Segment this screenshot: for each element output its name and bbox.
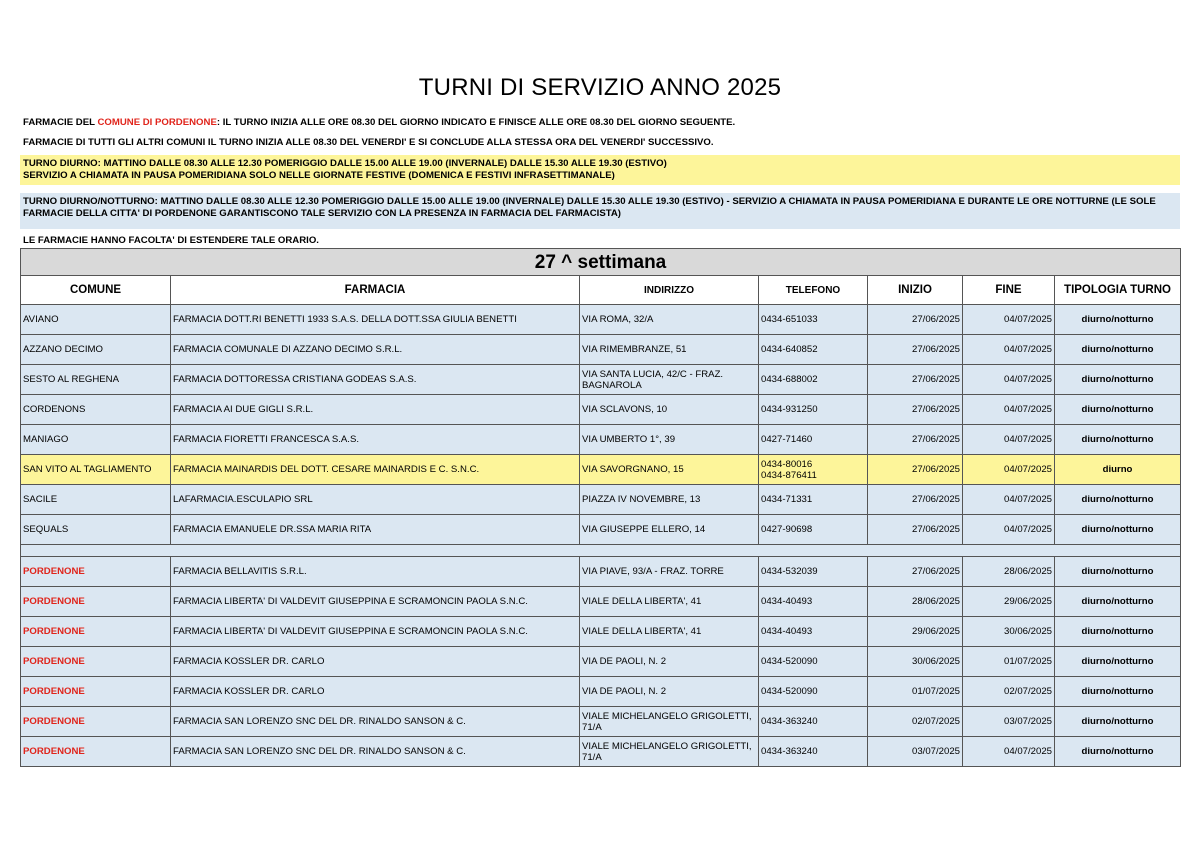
telefono-primary: 0434-640852 — [761, 344, 818, 355]
cell-tipologia: diurno/notturno — [1055, 557, 1181, 587]
table-row — [21, 515, 1181, 545]
cell-fine: 04/07/2025 — [963, 365, 1055, 395]
telefono-primary: 0434-40493 — [761, 596, 813, 607]
cell-inizio: 03/07/2025 — [868, 737, 963, 767]
cell-fine: 30/06/2025 — [963, 617, 1055, 647]
cell-telefono — [759, 425, 868, 455]
table-row — [21, 395, 1181, 425]
cell-telefono — [759, 737, 868, 767]
cell-fine: 04/07/2025 — [963, 485, 1055, 515]
cell-farmacia: FARMACIA AI DUE GIGLI S.R.L. — [171, 395, 580, 425]
note-pordenone-suffix: : IL TURNO INIZIA ALLE ORE 08.30 DEL GIORNO INDICATO E FINISCE ALLE ORE 08.30 DEL GIORNO SEGUENTE. — [216, 117, 736, 128]
cell-indirizzo: VIA DE PAOLI, N. 2 — [580, 647, 759, 677]
cell-comune: PORDENONE — [21, 617, 171, 647]
cell-inizio: 27/06/2025 — [868, 305, 963, 335]
telefono-primary: 0434-363240 — [761, 746, 818, 757]
cell-farmacia: FARMACIA KOSSLER DR. CARLO — [171, 647, 580, 677]
cell-telefono — [759, 365, 868, 395]
cell-telefono — [759, 485, 868, 515]
cell-farmacia: FARMACIA EMANUELE DR.SSA MARIA RITA — [171, 515, 580, 545]
cell-tipologia: diurno/notturno — [1055, 485, 1181, 515]
cell-farmacia: FARMACIA SAN LORENZO SNC DEL DR. RINALDO SANSON & C. — [171, 707, 580, 737]
cell-indirizzo: VIALE DELLA LIBERTA', 41 — [580, 617, 759, 647]
cell-telefono — [759, 335, 868, 365]
cell-telefono — [759, 515, 868, 545]
cell-fine: 04/07/2025 — [963, 455, 1055, 485]
cell-indirizzo: VIALE MICHELANGELO GRIGOLETTI, 71/A — [580, 707, 759, 737]
page-title: TURNI DI SERVIZIO ANNO 2025 — [418, 74, 782, 101]
cell-farmacia: FARMACIA FIORETTI FRANCESCA S.A.S. — [171, 425, 580, 455]
cell-tipologia: diurno/notturno — [1055, 587, 1181, 617]
separator-cell — [21, 545, 1181, 557]
telefono-primary: 0434-651033 — [761, 314, 818, 325]
header-row — [21, 276, 1181, 305]
cell-fine: 01/07/2025 — [963, 647, 1055, 677]
cell-indirizzo: VIALE DELLA LIBERTA', 41 — [580, 587, 759, 617]
cell-indirizzo: VIA SANTA LUCIA, 42/C - FRAZ. BAGNAROLA — [580, 365, 759, 395]
cell-telefono — [759, 395, 868, 425]
cell-fine: 29/06/2025 — [963, 587, 1055, 617]
turni-table — [20, 248, 1181, 767]
telefono-primary: 0434-520090 — [761, 686, 818, 697]
week-row — [21, 249, 1181, 276]
note-pordenone-highlight: COMUNE DI PORDENONE — [97, 117, 217, 128]
cell-tipologia: diurno/notturno — [1055, 365, 1181, 395]
cell-indirizzo: VIA PIAVE, 93/A - FRAZ. TORRE — [580, 557, 759, 587]
telefono-primary: 0434-520090 — [761, 656, 818, 667]
telefono-primary: 0434-532039 — [761, 566, 818, 577]
table-row — [21, 305, 1181, 335]
table-row — [21, 425, 1181, 455]
table-row — [21, 617, 1181, 647]
cell-farmacia: FARMACIA BELLAVITIS S.R.L. — [171, 557, 580, 587]
table-row — [21, 335, 1181, 365]
note-pordenone — [20, 117, 1180, 129]
cell-farmacia: FARMACIA COMUNALE DI AZZANO DECIMO S.R.L. — [171, 335, 580, 365]
cell-indirizzo: PIAZZA IV NOVEMBRE, 13 — [580, 485, 759, 515]
note-pordenone-prefix: FARMACIE DEL — [23, 117, 98, 128]
cell-telefono — [759, 557, 868, 587]
cell-inizio: 27/06/2025 — [868, 455, 963, 485]
table-row — [21, 737, 1181, 767]
cell-comune: PORDENONE — [21, 677, 171, 707]
cell-inizio: 27/06/2025 — [868, 515, 963, 545]
cell-indirizzo: VIA GIUSEPPE ELLERO, 14 — [580, 515, 759, 545]
cell-comune: SESTO AL REGHENA — [21, 365, 171, 395]
cell-indirizzo: VIA DE PAOLI, N. 2 — [580, 677, 759, 707]
cell-comune: AZZANO DECIMO — [21, 335, 171, 365]
cell-inizio: 01/07/2025 — [868, 677, 963, 707]
cell-tipologia: diurno/notturno — [1055, 617, 1181, 647]
cell-farmacia: FARMACIA LIBERTA' DI VALDEVIT GIUSEPPINA E SCRAMONCIN PAOLA S.N.C. — [171, 617, 580, 647]
header-indirizzo: INDIRIZZO — [580, 276, 759, 305]
cell-telefono — [759, 455, 868, 485]
telefono-primary: 0434-688002 — [761, 374, 818, 385]
header-comune: COMUNE — [21, 276, 171, 305]
cell-telefono — [759, 587, 868, 617]
cell-fine: 04/07/2025 — [963, 737, 1055, 767]
note-orario: LE FARMACIE HANNO FACOLTA' DI ESTENDERE TALE ORARIO. — [23, 235, 319, 246]
telefono-primary: 0434-40493 — [761, 626, 813, 637]
cell-tipologia: diurno/notturno — [1055, 737, 1181, 767]
cell-inizio: 30/06/2025 — [868, 647, 963, 677]
cell-tipologia: diurno/notturno — [1055, 515, 1181, 545]
cell-inizio: 27/06/2025 — [868, 557, 963, 587]
cell-comune: PORDENONE — [21, 737, 171, 767]
table-row — [21, 677, 1181, 707]
cell-tipologia: diurno — [1055, 455, 1181, 485]
note-turno-notturno: TURNO DIURNO/NOTTURNO: MATTINO DALLE 08.30 ALLE 12.30 POMERIGGIO DALLE 15.00 ALLE 19.00 (INVERNALE) DALLE 15.30 ALLE 19.30 (ESTIVO) - SERVIZIO A CHIAMATA IN PAUSA POMERIDIANA E DURANTE LE ORE NOTTURNE (LE SOLE FARMACIE DELLA CITTA' DI PORDENONE GARANTISCONO TALE SERVIZIO CON LA PRESENZA IN FARMACIA DEL FARMACISTA) — [20, 193, 1180, 229]
cell-comune: PORDENONE — [21, 557, 171, 587]
table-row — [21, 485, 1181, 515]
telefono-secondary: 0434-876411 — [761, 469, 817, 481]
table-row — [21, 455, 1181, 485]
table-row — [21, 557, 1181, 587]
cell-inizio: 28/06/2025 — [868, 587, 963, 617]
telefono-primary: 0434-80016 — [761, 458, 813, 470]
cell-fine: 04/07/2025 — [963, 515, 1055, 545]
cell-fine: 02/07/2025 — [963, 677, 1055, 707]
cell-indirizzo: VIALE MICHELANGELO GRIGOLETTI, 71/A — [580, 737, 759, 767]
note-altri-comuni: FARMACIE DI TUTTI GLI ALTRI COMUNI IL TURNO INIZIA ALLE 08.30 DEL VENERDI' E SI CONCLUDE ALLA STESSA ORA DEL VENERDI' SUCCESSIVO. — [23, 137, 714, 148]
cell-comune: SACILE — [21, 485, 171, 515]
note-turno-diurno-orari: TURNO DIURNO: MATTINO DALLE 08.30 ALLE 12.30 POMERIGGIO DALLE 15.00 ALLE 19.00 (INVERNALE) DALLE 15.30 ALLE 19.30 (ESTIVO) — [23, 158, 667, 169]
cell-comune: PORDENONE — [21, 647, 171, 677]
cell-fine: 28/06/2025 — [963, 557, 1055, 587]
cell-inizio: 27/06/2025 — [868, 485, 963, 515]
cell-comune: CORDENONS — [21, 395, 171, 425]
cell-telefono — [759, 305, 868, 335]
cell-farmacia: FARMACIA SAN LORENZO SNC DEL DR. RINALDO SANSON & C. — [171, 737, 580, 767]
note-turno-diurno — [20, 155, 1180, 185]
cell-fine: 04/07/2025 — [963, 395, 1055, 425]
header-tipologia: TIPOLOGIA TURNO — [1055, 276, 1181, 305]
cell-tipologia: diurno/notturno — [1055, 335, 1181, 365]
cell-farmacia: FARMACIA MAINARDIS DEL DOTT. CESARE MAINARDIS E C. S.N.C. — [171, 455, 580, 485]
cell-telefono — [759, 707, 868, 737]
cell-inizio: 27/06/2025 — [868, 335, 963, 365]
cell-fine: 04/07/2025 — [963, 335, 1055, 365]
cell-indirizzo: VIA UMBERTO 1°, 39 — [580, 425, 759, 455]
cell-farmacia: FARMACIA KOSSLER DR. CARLO — [171, 677, 580, 707]
cell-farmacia: FARMACIA DOTTORESSA CRISTIANA GODEAS S.A.S. — [171, 365, 580, 395]
cell-farmacia: FARMACIA LIBERTA' DI VALDEVIT GIUSEPPINA E SCRAMONCIN PAOLA S.N.C. — [171, 587, 580, 617]
cell-tipologia: diurno/notturno — [1055, 425, 1181, 455]
cell-tipologia: diurno/notturno — [1055, 707, 1181, 737]
cell-tipologia: diurno/notturno — [1055, 677, 1181, 707]
header-telefono: TELEFONO — [759, 276, 868, 305]
cell-comune: AVIANO — [21, 305, 171, 335]
cell-farmacia: FARMACIA DOTT.RI BENETTI 1933 S.A.S. DELLA DOTT.SSA GIULIA BENETTI — [171, 305, 580, 335]
cell-comune: MANIAGO — [21, 425, 171, 455]
cell-telefono — [759, 617, 868, 647]
cell-indirizzo: VIA ROMA, 32/A — [580, 305, 759, 335]
cell-comune: PORDENONE — [21, 707, 171, 737]
cell-farmacia: LAFARMACIA.ESCULAPIO SRL — [171, 485, 580, 515]
cell-comune: SAN VITO AL TAGLIAMENTO — [21, 455, 171, 485]
cell-telefono — [759, 647, 868, 677]
cell-tipologia: diurno/notturno — [1055, 395, 1181, 425]
header-farmacia: FARMACIA — [171, 276, 580, 305]
cell-indirizzo: VIA SAVORGNANO, 15 — [580, 455, 759, 485]
telefono-primary: 0434-931250 — [761, 404, 818, 415]
header-fine: FINE — [963, 276, 1055, 305]
telefono-primary: 0434-71331 — [761, 494, 813, 505]
cell-indirizzo: VIA RIMEMBRANZE, 51 — [580, 335, 759, 365]
cell-fine: 03/07/2025 — [963, 707, 1055, 737]
separator-row — [21, 545, 1181, 557]
note-turno-diurno-chiamata: SERVIZIO A CHIAMATA IN PAUSA POMERIDIANA SOLO NELLE GIORNATE FESTIVE (DOMENICA E FESTIVI INFRASETTIMANALE) — [23, 170, 615, 181]
cell-inizio: 29/06/2025 — [868, 617, 963, 647]
table-row — [21, 365, 1181, 395]
cell-fine: 04/07/2025 — [963, 305, 1055, 335]
cell-indirizzo: VIA SCLAVONS, 10 — [580, 395, 759, 425]
telefono-primary: 0427-90698 — [761, 524, 813, 535]
cell-tipologia: diurno/notturno — [1055, 305, 1181, 335]
cell-comune: SEQUALS — [21, 515, 171, 545]
table-row — [21, 707, 1181, 737]
header-inizio: INIZIO — [868, 276, 963, 305]
table-row — [21, 647, 1181, 677]
cell-telefono — [759, 677, 868, 707]
cell-inizio: 02/07/2025 — [868, 707, 963, 737]
cell-fine: 04/07/2025 — [963, 425, 1055, 455]
week-label: 27 ^ settimana — [21, 249, 1181, 276]
cell-inizio: 27/06/2025 — [868, 425, 963, 455]
cell-tipologia: diurno/notturno — [1055, 647, 1181, 677]
cell-comune: PORDENONE — [21, 587, 171, 617]
telefono-primary: 0434-363240 — [761, 716, 818, 727]
cell-inizio: 27/06/2025 — [868, 365, 963, 395]
cell-inizio: 27/06/2025 — [868, 395, 963, 425]
table-row — [21, 587, 1181, 617]
telefono-primary: 0427-71460 — [761, 434, 813, 445]
